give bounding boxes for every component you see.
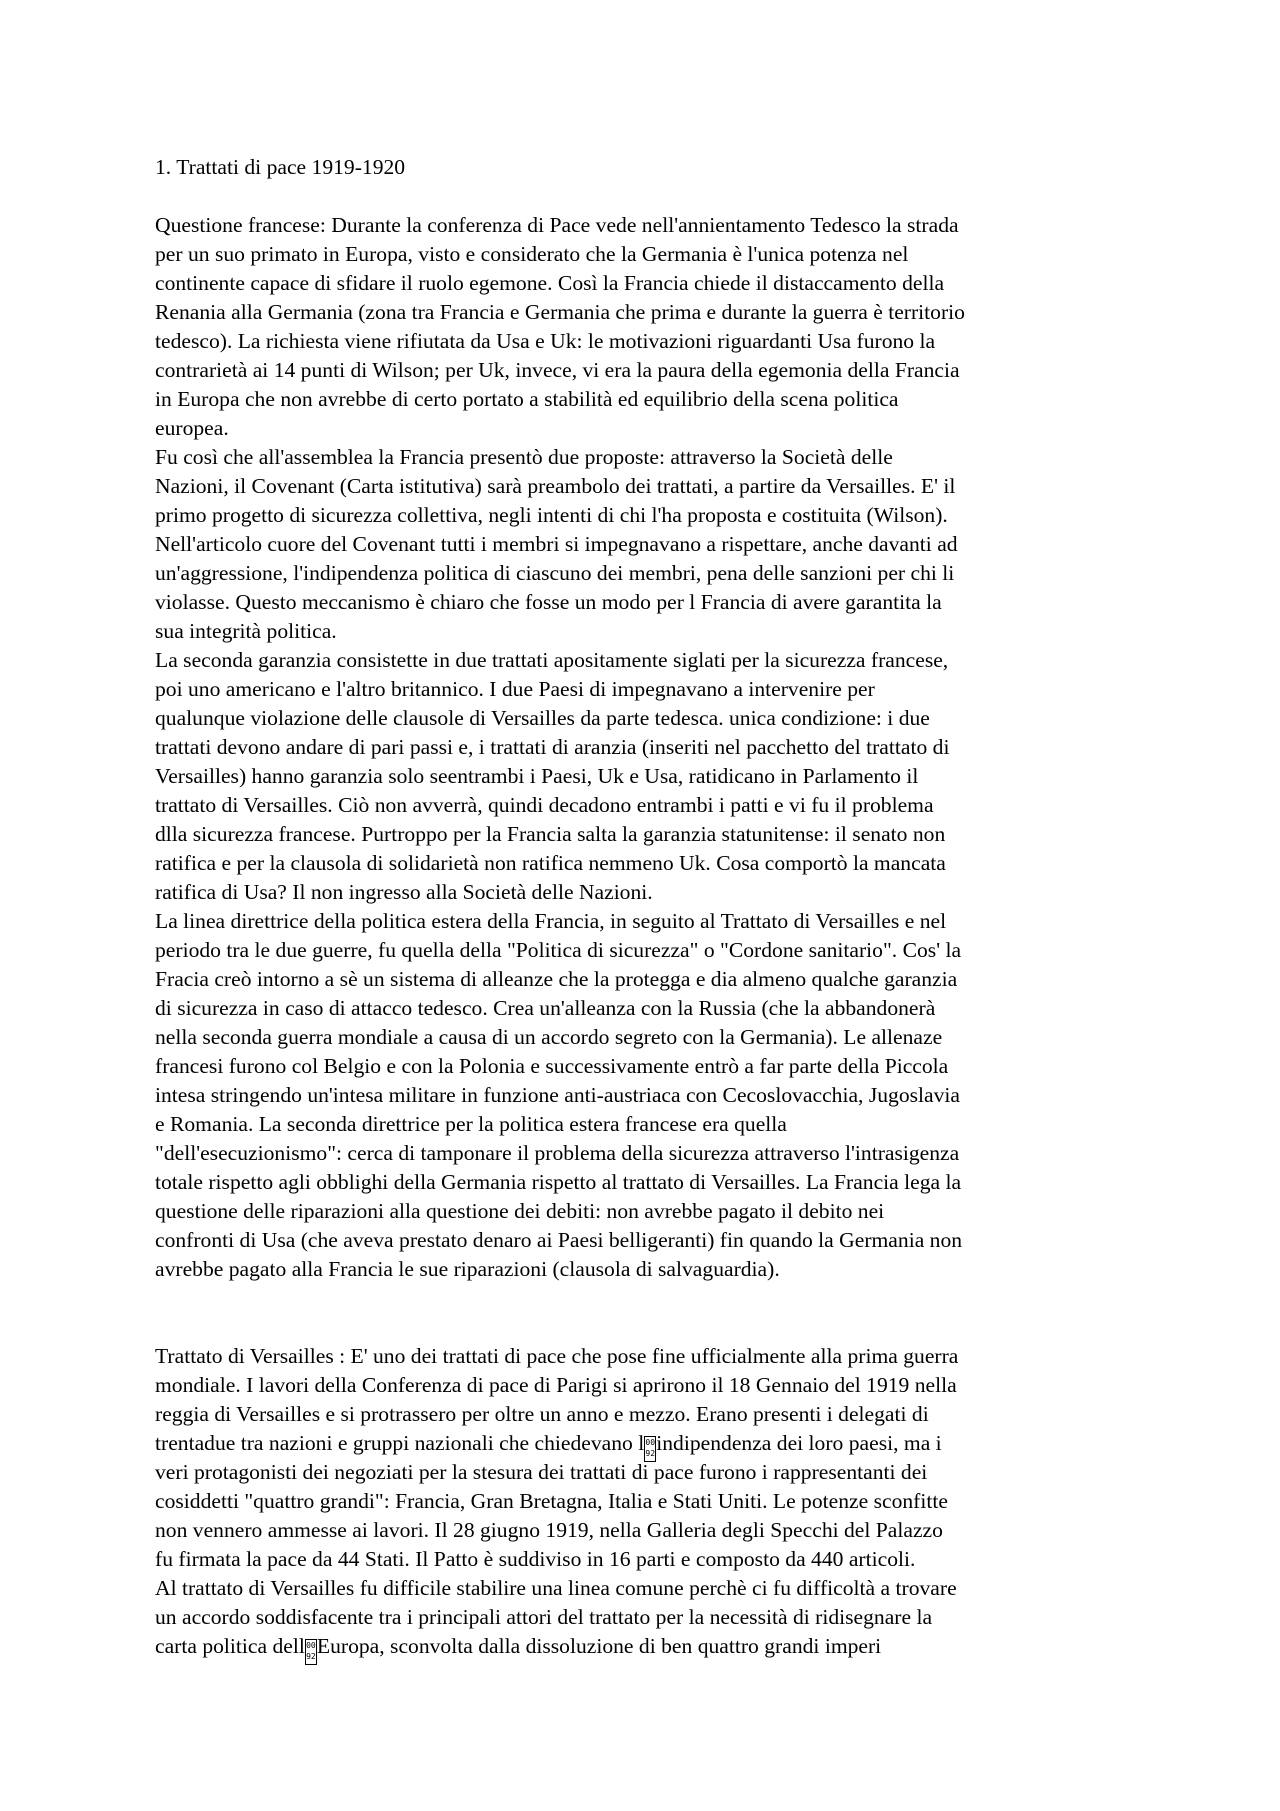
document-heading: 1. Trattati di pace 1919-1920 [155,155,406,179]
text-line: Fracia creò intorno a sè un sistema di alleanze che la protegga e dia almeno qualche garanzia [155,967,958,991]
blank-line [155,182,1135,211]
text-line: sua integrità politica. [155,619,337,643]
text-line: contrarietà ai 14 punti di Wilson; per Uk, invece, vi era la paura della egemonia della Francia [155,358,960,382]
text-line: La linea direttrice della politica estera della Francia, in seguito al Trattato di Versailles e nel [155,909,947,933]
text-line: ratifica e per la clausola di solidarietà non ratifica nemmeno Uk. Cosa comportò la mancata [155,851,946,875]
text-line: Questione francese: Durante la conferenza di Pace vede nell'annientamento Tedesco la strada [155,213,959,237]
text-line: Nazioni, il Covenant (Carta istitutiva) sarà preambolo dei trattati, a partire da Versailles. E' il [155,474,956,498]
text-line: Versailles) hanno garanzia solo seentrambi i Paesi, Uk e Usa, ratidicano in Parlamento il [155,764,919,788]
text-line: un accordo soddisfacente tra i principali attori del trattato per la necessità di ridisegnare la [155,1605,933,1629]
text-line: totale rispetto agli obblighi della Germania rispetto al trattato di Versailles. La Francia lega la [155,1170,962,1194]
text-line: veri protagonisti dei negoziati per la stesura dei trattati di pace furono i rappresentanti dei [155,1460,928,1484]
text-line: francesi furono col Belgio e con la Polonia e successivamente entrò a far parte della Piccola [155,1054,949,1078]
text-line: La seconda garanzia consistette in due trattati apositamente siglati per la sicurezza francese, [155,648,949,672]
text-line: un'aggressione, l'indipendenza politica di ciascuno dei membri, pena delle sanzioni per chi li [155,561,955,585]
text-line: reggia di Versailles e si protrassero per oltre un anno e mezzo. Erano presenti i delegati di [155,1402,929,1426]
text-line: dlla sicurezza francese. Purtroppo per la Francia salta la garanzia statunitense: il senato non [155,822,946,846]
text-line: continente capace di sfidare il ruolo egemone. Così la Francia chiede il distaccamento della [155,271,945,295]
text-line: Nell'articolo cuore del Covenant tutti i membri si impegnavano a rispettare, anche davanti ad [155,532,958,556]
text-line: poi uno americano e l'altro britannico. I due Paesi di impegnavano a intervenire per [155,677,875,701]
missing-glyph-icon: 00 92 [644,1436,656,1462]
blank-line [155,1284,1135,1342]
text-line: trentadue tra nazioni e gruppi nazionali che chiedevano l00 92indipendenza dei loro paesi, ma i [155,1429,1135,1458]
paragraph-trattato-versailles [155,1342,1135,1429]
text-line: e Romania. La seconda direttrice per la politica estera francese era quella [155,1112,787,1136]
text-line: fu firmata la pace da 44 Stati. Il Patto è suddiviso in 16 parti e composto da 440 articoli. [155,1547,916,1571]
text-line: periodo tra le due guerre, fu quella della "Politica di sicurezza" o "Cordone sanitario". Cos' la [155,938,962,962]
document-page [155,153,1135,1661]
text-line: ratifica di Usa? Il non ingresso alla Società delle Nazioni. [155,880,653,904]
text-line: tedesco). La richiesta viene rifiutata da Usa e Uk: le motivazioni riguardanti Usa furono la [155,329,936,353]
text-line: intesa stringendo un'intesa militare in funzione anti-austriaca con Cecoslovacchia, Jugoslavia [155,1083,960,1107]
text-line: non vennero ammesse ai lavori. Il 28 giugno 1919, nella Galleria degli Specchi del Palazzo [155,1518,943,1542]
text-line: questione delle riparazioni alla questione dei debiti: non avrebbe pagato il debito nei [155,1199,885,1223]
text-line: trattato di Versailles. Ciò non avverrà, quindi decadono entrambi i patti e vi fu il problema [155,793,934,817]
text-line: per un suo primato in Europa, visto e considerato che la Germania è l'unica potenza nel [155,242,909,266]
text-line: "dell'esecuzionismo": cerca di tamponare il problema della sicurezza attraverso l'intrasigenza [155,1141,960,1165]
text-line: Renania alla Germania (zona tra Francia e Germania che prima e durante la guerra è territorio [155,300,965,324]
text-line: trattati devono andare di pari passi e, i trattati di aranzia (inseriti nel pacchetto del trattato di [155,735,950,759]
text-line: nella seconda guerra mondiale a causa di un accordo segreto con la Germania). Le allenaze [155,1025,943,1049]
text-line: Fu così che all'assemblea la Francia presentò due proposte: attraverso la Società delle [155,445,893,469]
text-line: in Europa che non avrebbe di certo portato a stabilità ed equilibrio della scena politica [155,387,899,411]
text-line: Trattato di Versailles : E' uno dei trattati di pace che pose fine ufficialmente alla prima guerra [155,1344,959,1368]
paragraph-questione-francese [155,211,1135,1284]
text-line: Al trattato di Versailles fu difficile stabilire una linea comune perchè ci fu difficoltà a trovare [155,1576,957,1600]
text-line: avrebbe pagato alla Francia le sue riparazioni (clausola di salvaguardia). [155,1257,780,1281]
text-line: carta politica dell00 92Europa, sconvolta dalla dissoluzione di ben quattro grandi imperi [155,1632,1135,1661]
text-line: qualunque violazione delle clausole di Versailles da parte tedesca. unica condizione: i due [155,706,930,730]
missing-glyph-icon: 00 92 [305,1639,317,1665]
text-line: europea. [155,416,229,440]
text-line: di sicurezza in caso di attacco tedesco. Crea un'alleanza con la Russia (che la abbandonerà [155,996,936,1020]
paragraph-trattato-versailles-cont [155,1458,1135,1632]
text-line: mondiale. I lavori della Conferenza di pace di Parigi si aprirono il 18 Gennaio del 1919 nella [155,1373,957,1397]
text-line: cosiddetti "quattro grandi": Francia, Gran Bretagna, Italia e Stati Uniti. Le potenze sconfitte [155,1489,948,1513]
text-line: confronti di Usa (che aveva prestato denaro ai Paesi belligeranti) fin quando la Germania non [155,1228,963,1252]
text-line: primo progetto di sicurezza collettiva, negli intenti di chi l'ha proposta e costituita (Wilson). [155,503,948,527]
text-line: violasse. Questo meccanismo è chiaro che fosse un modo per l Francia di avere garantita la [155,590,942,614]
